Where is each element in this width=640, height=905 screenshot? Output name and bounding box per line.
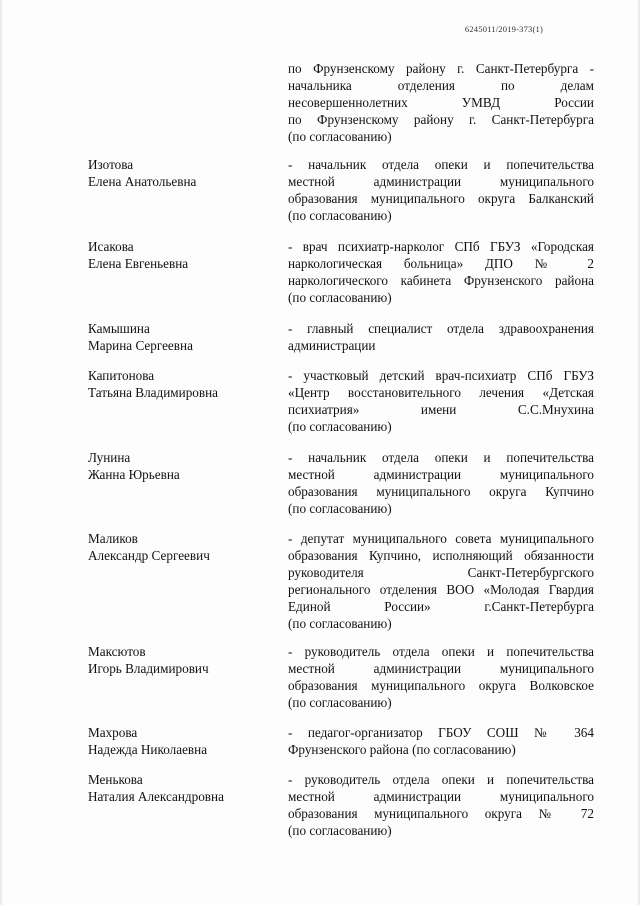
role-line: наркологического кабинета Фрунзенского района bbox=[288, 273, 594, 288]
member-surname: Капитонова bbox=[88, 368, 155, 383]
role-line: Единой России» г.Санкт-Петербурга bbox=[288, 599, 594, 614]
role-line: образования муниципального округа Купчино bbox=[288, 484, 594, 499]
role-line: - врач психиатр-нарколог СПб ГБУЗ «Городская bbox=[288, 239, 594, 254]
role-line: местной администрации муниципального bbox=[288, 661, 594, 676]
role-line: (по согласованию) bbox=[288, 208, 392, 223]
role-line: - руководитель отдела опеки и попечительства bbox=[288, 644, 594, 659]
member-role bbox=[288, 530, 594, 632]
member-surname: Махрова bbox=[88, 725, 138, 740]
role-line: образования Купчино, исполняющий обязанности bbox=[288, 548, 594, 563]
member-name bbox=[88, 724, 278, 758]
member-surname: Лунина bbox=[88, 450, 131, 465]
role-line: руководителя Санкт-Петербургского bbox=[288, 565, 594, 580]
member-role bbox=[288, 724, 594, 758]
member-role bbox=[288, 238, 594, 306]
role-line: (по согласованию) bbox=[288, 419, 392, 434]
member-surname: Маликов bbox=[88, 531, 138, 546]
member-surname: Менькова bbox=[88, 772, 143, 787]
role-line: психиатрия» имени С.С.Мнухина bbox=[288, 402, 594, 417]
role-line: (по согласованию) bbox=[288, 129, 392, 144]
role-line: Фрунзенского района (по согласованию) bbox=[288, 742, 516, 757]
role-line: местной администрации муниципального bbox=[288, 467, 594, 482]
role-line: образования муниципального округа № 72 bbox=[288, 806, 594, 821]
role-line: - главный специалист отдела здравоохранения bbox=[288, 321, 594, 336]
member-given-name: Елена Евгеньевна bbox=[88, 256, 189, 271]
role-line: - педагог-организатор ГБОУ СОШ № 364 bbox=[288, 725, 594, 740]
member-name bbox=[88, 238, 278, 272]
role-line: местной администрации муниципального bbox=[288, 789, 594, 804]
role-line: (по согласованию) bbox=[288, 695, 392, 710]
continuation-role bbox=[288, 60, 594, 145]
member-surname: Изотова bbox=[88, 157, 134, 172]
role-line: регионального отделения ВОО «Молодая Гвардия bbox=[288, 582, 594, 597]
member-role bbox=[288, 771, 594, 839]
member-given-name: Игорь Владимирович bbox=[88, 661, 209, 676]
role-line: образования муниципального округа Балканский bbox=[288, 191, 594, 206]
member-name bbox=[88, 530, 278, 564]
role-line: «Центр восстановительного лечения «Детская bbox=[288, 385, 594, 400]
role-line: по Фрунзенскому району г. Санкт-Петербурга - bbox=[288, 61, 594, 76]
role-line: (по согласованию) bbox=[288, 501, 392, 516]
member-given-name: Марина Сергеевна bbox=[88, 338, 193, 353]
member-given-name: Жанна Юрьевна bbox=[88, 467, 180, 482]
role-line: образования муниципального округа Волковское bbox=[288, 678, 594, 693]
member-name bbox=[88, 156, 278, 190]
member-given-name: Татьяна Владимировна bbox=[88, 385, 219, 400]
role-line: - участковый детский врач-психиатр СПб ГБУЗ bbox=[288, 368, 594, 383]
member-surname: Максютов bbox=[88, 644, 146, 659]
role-line: (по согласованию) bbox=[288, 823, 392, 838]
member-name bbox=[88, 449, 278, 483]
role-line: местной администрации муниципального bbox=[288, 174, 594, 189]
member-role bbox=[288, 367, 594, 435]
role-line: наркологическая больница» ДПО № 2 bbox=[288, 256, 594, 271]
role-line: - руководитель отдела опеки и попечительства bbox=[288, 772, 594, 787]
member-surname: Камышина bbox=[88, 321, 150, 336]
member-given-name: Елена Анатольевна bbox=[88, 174, 197, 189]
role-line: - начальник отдела опеки и попечительства bbox=[288, 157, 594, 172]
role-line: - депутат муниципального совета муниципального bbox=[288, 531, 594, 546]
member-given-name: Александр Сергеевич bbox=[88, 548, 210, 563]
member-role bbox=[288, 320, 594, 354]
member-role bbox=[288, 156, 594, 224]
member-role bbox=[288, 449, 594, 517]
role-line: (по согласованию) bbox=[288, 290, 392, 305]
role-line: (по согласованию) bbox=[288, 616, 392, 631]
member-name bbox=[88, 320, 278, 354]
member-given-name: Надежда Николаевна bbox=[88, 742, 208, 757]
role-line: начальника отделения по делам bbox=[288, 78, 594, 93]
scan-edge-left bbox=[0, 0, 3, 905]
role-line: несовершеннолетних УМВД России bbox=[288, 95, 594, 110]
member-surname: Исакова bbox=[88, 239, 134, 254]
role-line: по Фрунзенскому району г. Санкт-Петербурга bbox=[288, 112, 594, 127]
role-line: администрации bbox=[288, 338, 376, 353]
document-number: 6245011/2019-373(1) bbox=[464, 24, 543, 34]
member-name bbox=[88, 771, 278, 805]
member-given-name: Наталия Александровна bbox=[88, 789, 224, 804]
member-role bbox=[288, 643, 594, 711]
member-name bbox=[88, 643, 278, 677]
role-line: - начальник отдела опеки и попечительства bbox=[288, 450, 594, 465]
member-name bbox=[88, 367, 278, 401]
